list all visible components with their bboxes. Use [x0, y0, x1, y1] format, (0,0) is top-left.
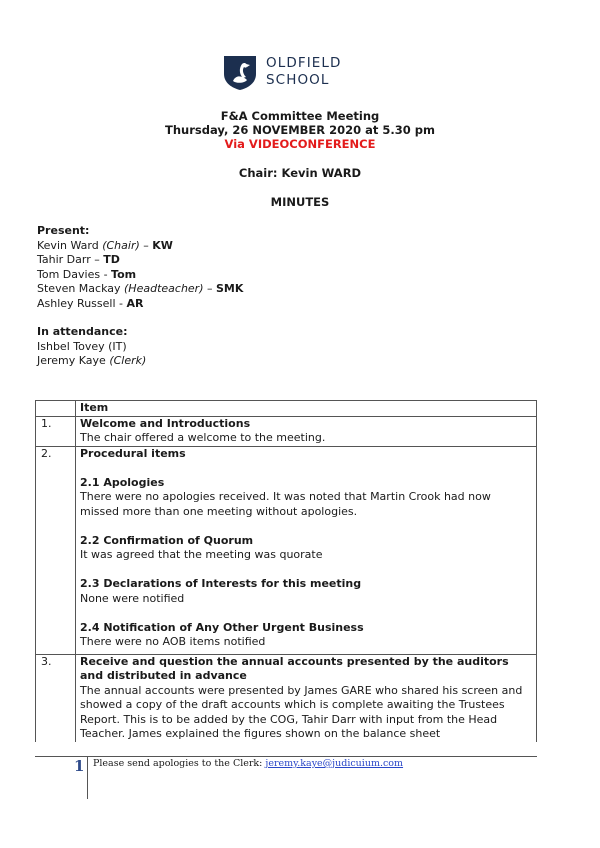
page-number: 1: [74, 757, 85, 775]
school-logo: [222, 54, 362, 94]
table-header-row: [36, 401, 537, 417]
item-text: The chair offered a welcome to the meeting.: [80, 431, 326, 444]
attendance-section: [37, 325, 146, 369]
present-heading: Present:: [37, 224, 90, 237]
meeting-title: F&A Committee Meeting: [220, 109, 380, 123]
present-member: Tom Davies - Tom: [37, 267, 137, 281]
item-title: Welcome and Introductions: [80, 416, 251, 430]
subitem-title: 2.1 Apologies: [80, 475, 165, 489]
item-title: Procedural items: [80, 446, 186, 460]
footer-divider: [87, 757, 88, 799]
logo-line1: OLDFIELD: [266, 55, 342, 71]
item-text: The annual accounts were presented by James GARE who shared his screen and showed a copy of the draft accounts which is complete awaiting the Trustees Report. This is to be added by the COG, Tahir Darr with input from the Head Teacher. James explained the figures shown on the balance sheet: [80, 683, 523, 740]
logo-wordmark: [266, 55, 342, 89]
subitem-text: None were notified: [80, 591, 185, 605]
attendance-member: Jeremy Kaye (Clerk): [37, 354, 147, 367]
subitem-text: There were no AOB items notified: [80, 635, 266, 648]
item-number-cell: 1.: [36, 416, 76, 446]
footnote: [93, 758, 403, 769]
item-number-cell: [36, 401, 76, 417]
table-row: [36, 446, 537, 654]
table-row: [36, 416, 537, 446]
table-row: [36, 654, 537, 742]
item-number-cell: 2.: [36, 446, 76, 654]
item-content-cell: [76, 654, 537, 742]
present-member: Kevin Ward (Chair) – KW: [37, 238, 173, 252]
subitem-text: It was agreed that the meeting was quorate: [80, 548, 323, 561]
minutes-table: [35, 400, 537, 742]
meeting-date: Thursday, 26 NOVEMBER 2020 at 5.30 pm: [165, 123, 435, 137]
footnote-separator: [35, 756, 537, 757]
item-header-cell: Item: [76, 401, 537, 417]
present-section: [37, 224, 243, 311]
attendance-heading: In attendance:: [37, 325, 128, 338]
clerk-email-link[interactable]: jeremy.kaye@judicuium.com: [265, 758, 404, 769]
subitem-title: 2.2 Confirmation of Quorum: [80, 533, 254, 547]
meeting-venue: Via VIDEOCONFERENCE: [224, 137, 376, 151]
subitem-text: There were no apologies received. It was noted that Martin Crook had now missed more than one meeting without apologies.: [80, 490, 491, 518]
item-content-cell: [76, 446, 537, 654]
subitem-title: 2.3 Declarations of Interests for this meeting: [80, 577, 362, 590]
present-member: Ashley Russell - AR: [37, 296, 144, 310]
present-member: Steven Mackay (Headteacher) – SMK: [37, 282, 244, 295]
item-title: Receive and question the annual accounts presented by the auditors and distributed in advance: [80, 654, 509, 682]
logo-line2: SCHOOL: [266, 72, 330, 88]
document-type: MINUTES: [270, 195, 330, 209]
swan-crest-icon: [222, 54, 258, 90]
attendance-member: Ishbel Tovey (IT): [37, 339, 127, 353]
present-member: Tahir Darr – TD: [37, 253, 120, 266]
subitem-title: 2.4 Notification of Any Other Urgent Business: [80, 620, 364, 634]
footnote-text: Please send apologies to the Clerk:: [93, 758, 266, 769]
meeting-chair: Chair: Kevin WARD: [238, 166, 362, 180]
item-content-cell: [76, 416, 537, 446]
item-number-cell: 3.: [36, 654, 76, 742]
